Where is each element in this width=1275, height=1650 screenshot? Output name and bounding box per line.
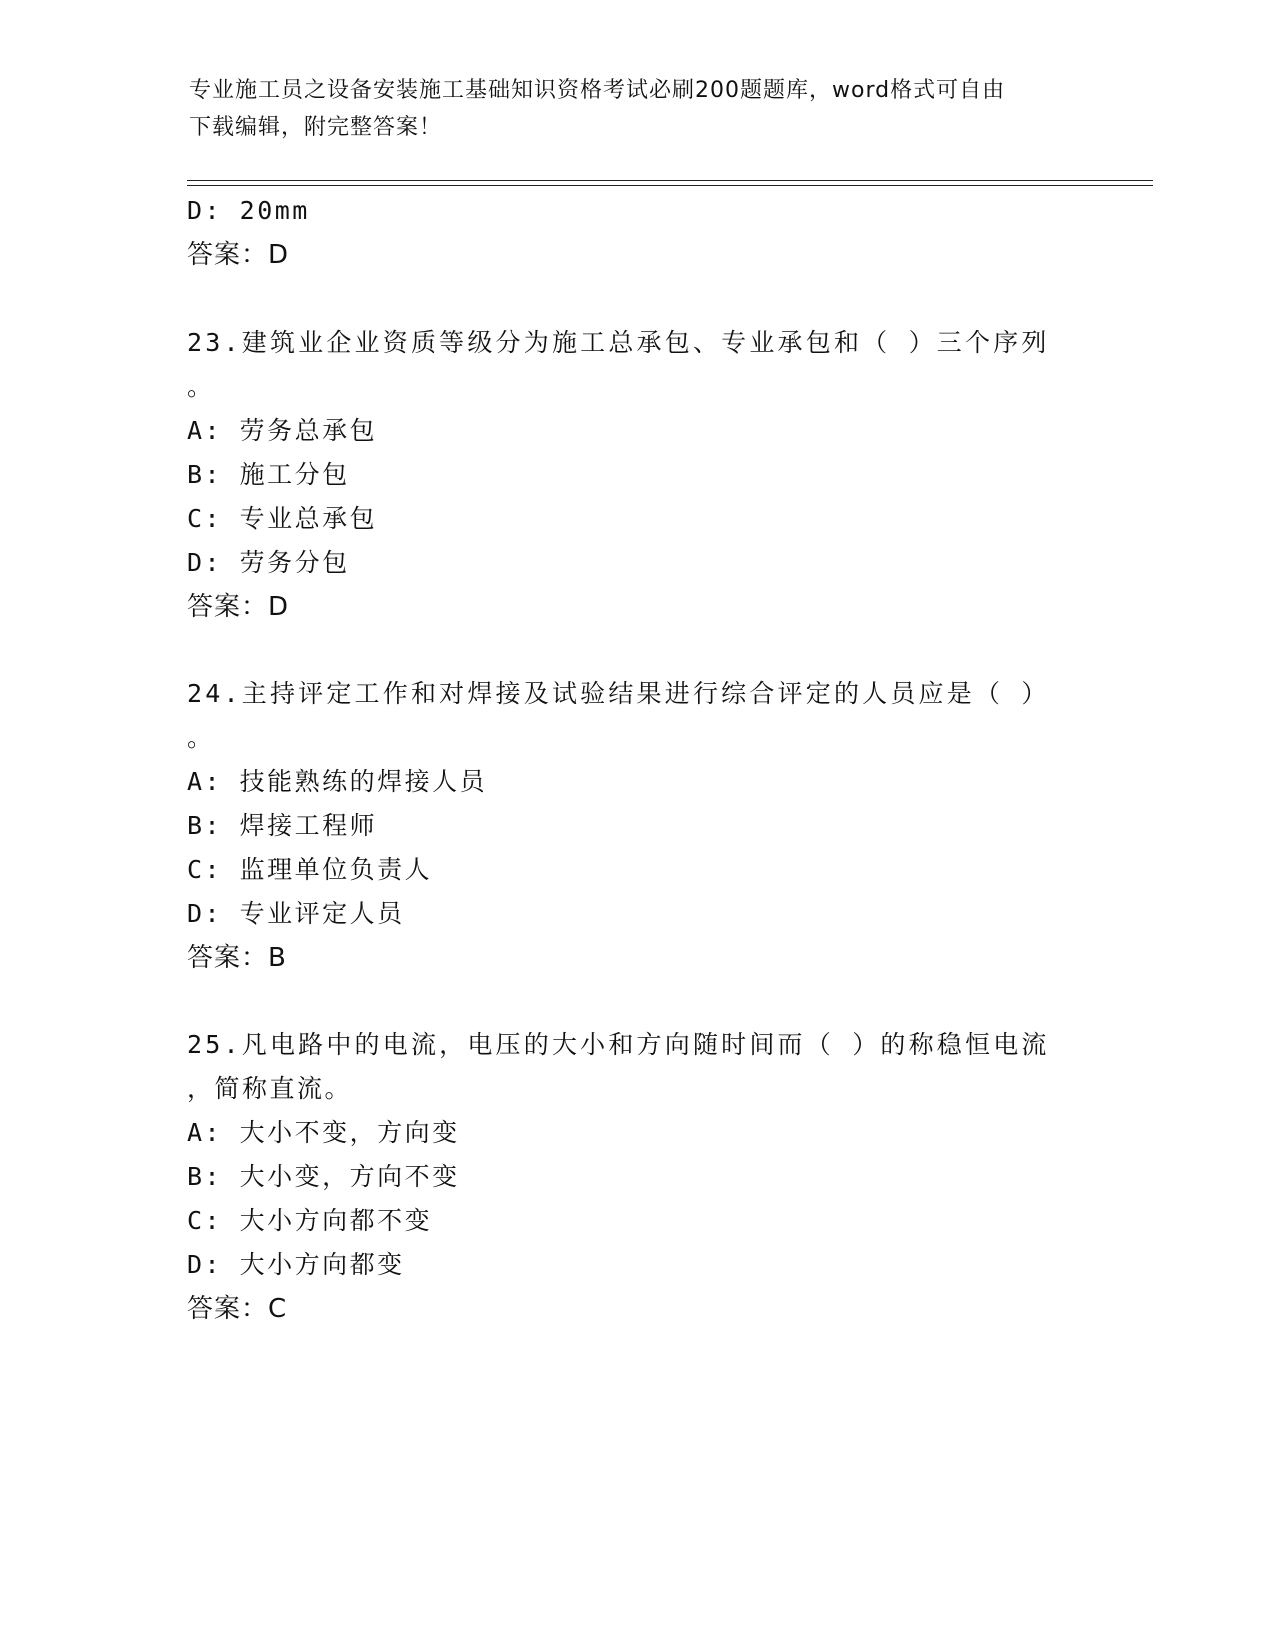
question-25-stem-cont: ，简称直流。 — [187, 1074, 353, 1103]
question-24-option-d: D: 专业评定人员 — [187, 899, 405, 928]
question-23-option-d: D: 劳务分包 — [187, 548, 350, 577]
question-24-stem-cont: 。 — [187, 723, 215, 752]
header-divider-top — [187, 180, 1153, 181]
prev-option-d: D: 20mm — [187, 196, 310, 225]
question-25-stem: 25.凡电路中的电流，电压的大小和方向随时间而（ ）的称稳恒电流 — [187, 1030, 1050, 1059]
question-23-option-c: C: 专业总承包 — [187, 504, 378, 533]
question-25-option-a: A: 大小不变，方向变 — [187, 1118, 460, 1147]
question-24-option-c: C: 监理单位负责人 — [187, 855, 433, 884]
question-25-answer: 答案：C — [187, 1294, 288, 1324]
prev-answer: 答案：D — [187, 240, 290, 270]
question-23-stem-cont: 。 — [187, 372, 215, 401]
question-24-option-b: B: 焊接工程师 — [187, 811, 378, 840]
document-header — [189, 72, 1089, 146]
question-25-option-b: B: 大小变，方向不变 — [187, 1162, 460, 1191]
question-23-option-a: A: 劳务总承包 — [187, 416, 378, 445]
question-23-stem: 23.建筑业企业资质等级分为施工总承包、专业承包和（ ）三个序列 — [187, 328, 1050, 357]
header-line-1: 专业施工员之设备安装施工基础知识资格考试必刷200题题库，word格式可自由 — [189, 78, 1006, 103]
header-line-2: 下载编辑，附完整答案！ — [189, 115, 443, 140]
question-25-option-d: D: 大小方向都变 — [187, 1250, 405, 1279]
header-divider-bottom — [187, 185, 1153, 186]
question-23-answer: 答案：D — [187, 592, 290, 622]
question-24-answer: 答案：B — [187, 943, 287, 973]
question-24-stem: 24.主持评定工作和对焊接及试验结果进行综合评定的人员应是（ ） — [187, 679, 1050, 708]
question-24-option-a: A: 技能熟练的焊接人员 — [187, 767, 488, 796]
question-25-option-c: C: 大小方向都不变 — [187, 1206, 433, 1235]
question-23-option-b: B: 施工分包 — [187, 460, 350, 489]
